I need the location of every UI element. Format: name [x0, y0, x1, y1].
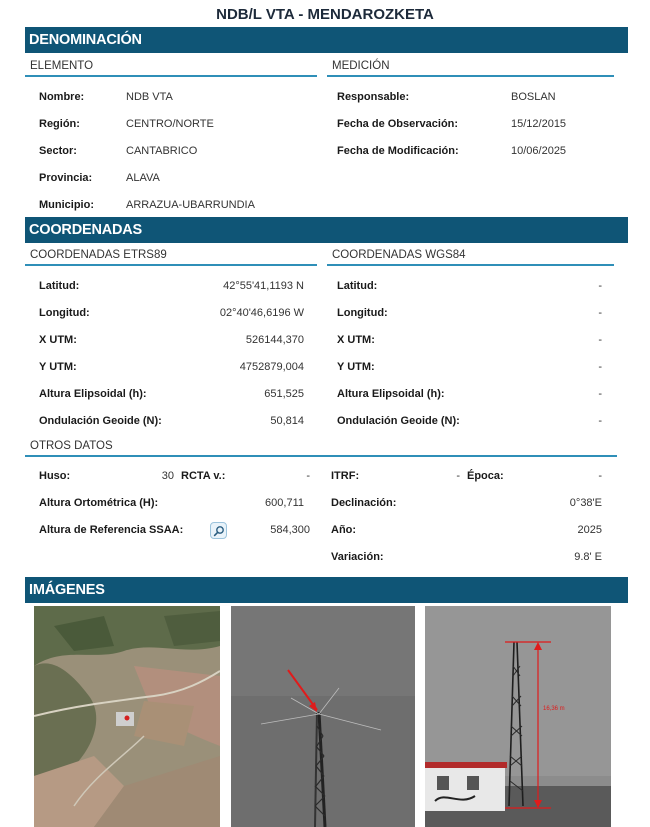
label-xutm-etrs: X UTM:: [39, 334, 77, 346]
label-provincia: Provincia:: [39, 172, 93, 184]
value-municipio: ARRAZUA-UBARRUNDIA: [126, 199, 255, 211]
value-altura-ortometrica: 600,711: [265, 497, 304, 509]
label-latitud-wgs: Latitud:: [337, 280, 378, 292]
label-fecha-modificacion: Fecha de Modificación:: [337, 145, 459, 157]
label-xutm-wgs: X UTM:: [337, 334, 375, 346]
value-provincia: ALAVA: [126, 172, 160, 184]
subhead-otros-datos: OTROS DATOS: [25, 440, 617, 457]
value-longitud-wgs: -: [598, 307, 602, 319]
value-anio: 2025: [577, 524, 602, 536]
label-longitud-etrs: Longitud:: [39, 307, 90, 319]
label-municipio: Municipio:: [39, 199, 94, 211]
value-sector: CANTABRICO: [126, 145, 198, 157]
value-rcta: -: [306, 470, 310, 482]
label-ondulacion-etrs: Ondulación Geoide (N):: [39, 415, 162, 427]
tower-photo[interactable]: [425, 606, 611, 827]
label-longitud-wgs: Longitud:: [337, 307, 388, 319]
value-xutm-etrs: 526144,370: [245, 334, 304, 346]
label-yutm-wgs: Y UTM:: [337, 361, 375, 373]
antenna-photo-graphic: [231, 606, 415, 827]
page-title: NDB/L VTA - MENDAROZKETA: [216, 6, 434, 23]
value-ondulacion-etrs: 50,814: [270, 415, 304, 427]
value-epoca: -: [598, 470, 602, 482]
label-ondulacion-wgs: Ondulación Geoide (N):: [337, 415, 460, 427]
subhead-elemento: ELEMENTO: [25, 60, 317, 77]
value-declinacion: 0°38'E: [569, 497, 602, 509]
value-nombre: NDB VTA: [126, 91, 173, 103]
value-altura-elipsoidal-wgs: -: [598, 388, 602, 400]
value-yutm-wgs: -: [598, 361, 602, 373]
value-longitud-etrs: 02°40'46,6196 W: [219, 307, 304, 319]
value-xutm-wgs: -: [598, 334, 602, 346]
label-itrf: ITRF:: [331, 470, 360, 482]
label-anio: Año:: [331, 524, 357, 536]
label-declinacion: Declinación:: [331, 497, 397, 509]
label-altura-elipsoidal-wgs: Altura Elipsoidal (h):: [337, 388, 445, 400]
value-altura-referencia-ssaa: 584,300: [270, 524, 310, 536]
value-yutm-etrs: 4752879,004: [239, 361, 304, 373]
subhead-etrs89: COORDENADAS ETRS89: [25, 249, 317, 266]
label-rcta: RCTA v.:: [181, 470, 226, 482]
label-variacion: Variación:: [331, 551, 384, 563]
label-sector: Sector:: [39, 145, 77, 157]
label-responsable: Responsable:: [337, 91, 410, 103]
value-huso: 30: [161, 470, 174, 482]
tower-measure-label: 16,36 m: [543, 706, 565, 712]
value-variacion: 9.8' E: [574, 551, 602, 563]
value-latitud-wgs: -: [598, 280, 602, 292]
value-latitud-etrs: 42°55'41,1193 N: [223, 280, 304, 292]
label-epoca: Época:: [467, 470, 504, 482]
tower-photo-graphic: [425, 606, 611, 827]
value-fecha-observacion: 15/12/2015: [511, 118, 567, 130]
label-fecha-observacion: Fecha de Observación:: [337, 118, 459, 130]
value-region: CENTRO/NORTE: [126, 118, 214, 130]
value-responsable: BOSLAN: [511, 91, 556, 103]
label-latitud-etrs: Latitud:: [39, 280, 80, 292]
aerial-photo-graphic: [34, 606, 220, 827]
label-altura-referencia-ssaa: Altura de Referencia SSAA:: [39, 524, 184, 536]
value-ondulacion-wgs: -: [598, 415, 602, 427]
subhead-medicion: MEDICIÓN: [327, 60, 614, 77]
label-altura-ortometrica: Altura Ortométrica (H):: [39, 497, 159, 509]
antenna-photo[interactable]: [231, 606, 415, 827]
label-altura-elipsoidal-etrs: Altura Elipsoidal (h):: [39, 388, 147, 400]
value-altura-elipsoidal-etrs: 651,525: [264, 388, 304, 400]
section-header-denominacion: DENOMINACIÓN: [25, 27, 628, 53]
section-header-coordenadas: COORDENADAS: [25, 217, 628, 243]
label-huso: Huso:: [39, 470, 71, 482]
section-header-imagenes: IMÁGENES: [25, 577, 628, 603]
subhead-wgs84: COORDENADAS WGS84: [327, 249, 614, 266]
label-nombre: Nombre:: [39, 91, 85, 103]
label-yutm-etrs: Y UTM:: [39, 361, 77, 373]
value-fecha-modificacion: 10/06/2025: [511, 145, 567, 157]
value-itrf: -: [456, 470, 460, 482]
label-region: Región:: [39, 118, 80, 130]
aerial-photo[interactable]: [34, 606, 220, 827]
